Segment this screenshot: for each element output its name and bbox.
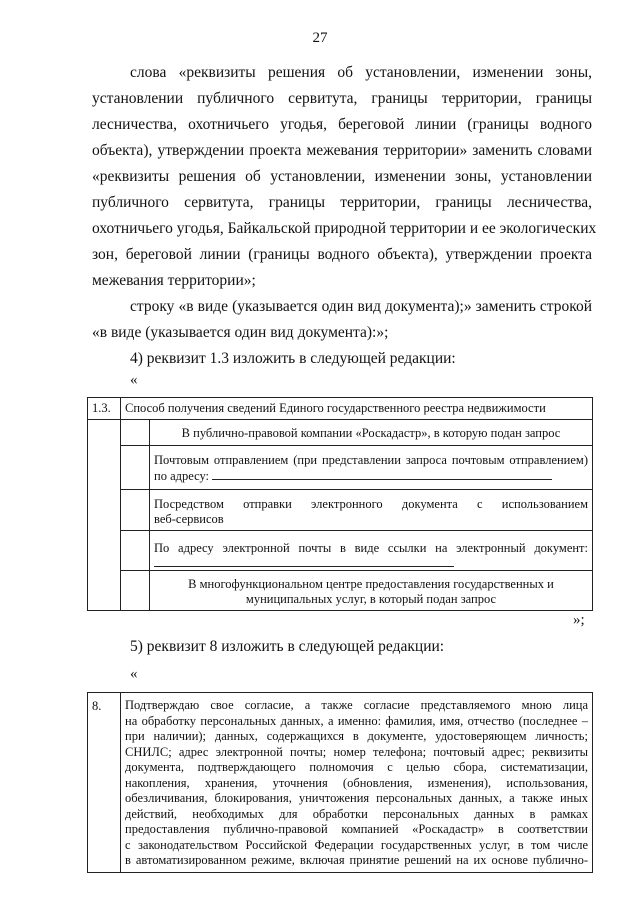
text-line: с законодательством Российской Федерации государственных услуг, в том числе [125,837,588,852]
text-line: муниципальных услуг, в который подан запрос [245,592,497,606]
text-line: по адресу: [154,469,210,483]
text-line: документа, подтверждающего полномочия с целью сбора, систематизации, [125,760,588,774]
text-line: охотничьего угодья, Байкальской природной территории и ее экологических [92,220,597,237]
text-line: обезличивания, блокирования, уничтожения персональных данных, а также иных [125,791,588,805]
option-email [150,531,593,571]
text-line: «в виде (указывается один вид документа):»; [92,324,389,341]
text-line: в автоматизированном режиме, включая принятие решений на их основе публично- [125,853,588,867]
address-underline[interactable] [212,468,552,480]
text-line: веб-сервисов [154,512,224,526]
text-line: По адресу электронной почты в виде ссылки на электронный документ: [154,541,588,555]
requisite-1-3-table [87,397,593,611]
text-line: при наличии); данных, содержащихся в документе, удостоверяющем личность; [125,729,588,743]
option-mfc [150,571,593,611]
open-quote: « [130,372,138,388]
text-line: объекта), утверждении проекта межевания территории» заменить словами [92,142,592,159]
text-line: «реквизиты решения об установлении, изменении зоны, установлении [92,168,592,185]
text-line: предоставления публично-правовой компанией «Роскадастр» в соответствии [125,822,588,836]
requisite-8-table [87,692,593,873]
text-line: слова «реквизиты решения об установлении, изменении зоны, [130,64,592,81]
paragraph-replace-requisites [92,60,597,294]
text-line: накопления, хранения, уточнения (обновления, изменения), использования, [125,775,588,790]
open-quote: « [130,666,138,682]
item-5-heading: 5) реквизит 8 изложить в следующей редакции: [130,638,445,655]
checkbox-cell[interactable] [121,420,150,446]
email-underline[interactable] [154,556,454,567]
row-number: 1.3. [88,398,121,420]
checkbox-cell[interactable] [121,490,150,531]
empty-cell [88,420,121,611]
consent-text [121,693,593,873]
text-line: В многофункциональном центре предоставления государственных и [188,577,554,591]
text-line: зон, береговой линии (границы водного объекта), утверждении проекта [92,246,592,263]
page-number: 27 [312,30,328,46]
text-line: СНИЛС; адрес электронной почты; номер телефона; почтовый адрес; реквизиты [125,744,588,759]
checkbox-cell[interactable] [121,446,150,490]
option-roskadastr: В публично-правовой компании «Роскадастр», в которую подан запрос [150,420,593,446]
checkbox-cell[interactable] [121,531,150,571]
close-quote: »; [573,612,585,628]
option-web-services [150,490,593,531]
row-number: 8. [88,693,121,873]
item-4-heading: 4) реквизит 1.3 изложить в следующей редакции: [130,350,456,367]
text-line: Подтверждаю свое согласие, а также согласие представляемого мною лица [125,698,588,712]
text-line: Почтовым отправлением (при представлении запроса почтовым отправлением) [154,453,588,467]
option-post [150,446,593,490]
paragraph-replace-line [92,294,592,346]
text-line: на обработку персональных данных, а именно: фамилия, имя, отчество (последнее – [125,713,588,728]
checkbox-cell[interactable] [121,571,150,611]
text-line: межевания территории»; [92,272,256,289]
text-line: действий, необходимых для обработки персональных данных в рамках [125,806,588,821]
table-title: Способ получения сведений Единого государственного реестра недвижимости [121,398,593,420]
text-line: строку «в виде (указывается один вид документа);» заменить строкой [130,298,592,315]
text-line: лесничества, охотничьего угодья, береговой линии (границы водного [92,116,592,133]
text-line: Посредством отправки электронного документа с использованием [154,497,588,511]
text-line: установлении публичного сервитута, границы территории, границы [92,90,592,107]
text-line: публичного сервитута, границы территории, границы лесничества, [92,194,592,211]
